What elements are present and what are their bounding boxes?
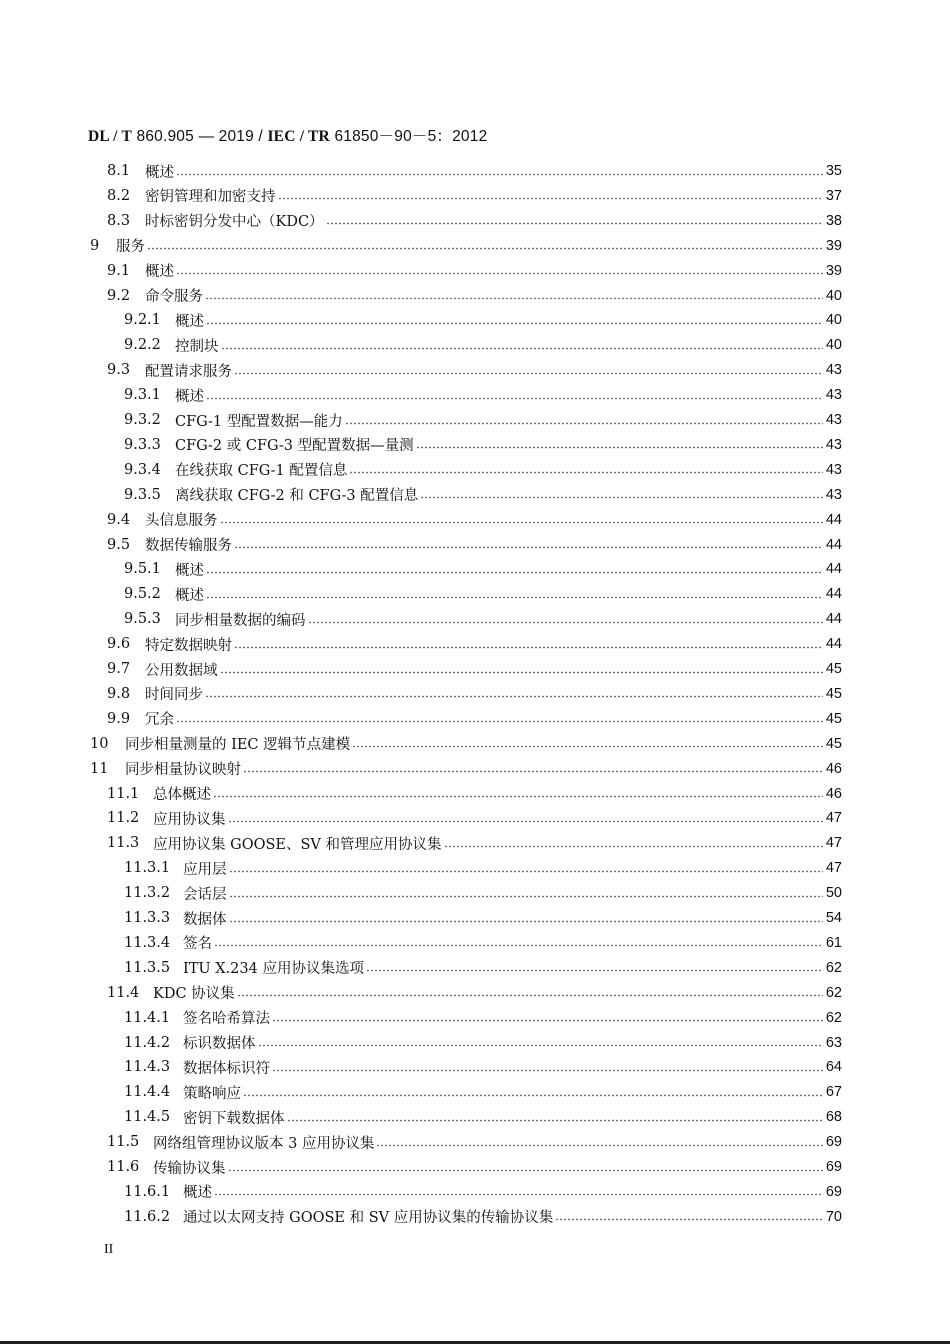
- header-code-part-1: DL / T: [88, 128, 132, 145]
- toc-leader-dots: [176, 272, 823, 275]
- toc-entry-page: 44: [825, 561, 842, 578]
- toc-entry-title: 概述: [145, 264, 174, 281]
- toc-leader-dots: [205, 297, 823, 300]
- toc-leader-dots: [243, 1094, 823, 1097]
- toc-entry[interactable]: [107, 831, 842, 855]
- toc-leader-dots: [228, 820, 823, 823]
- toc-entry-title: 数据体标识符: [183, 1060, 270, 1077]
- toc-leader-dots: [272, 1069, 823, 1072]
- toc-entry[interactable]: [124, 1105, 842, 1129]
- toc-entry-number: 8.1: [107, 163, 131, 179]
- toc-entry-number: 9.4: [107, 511, 131, 528]
- toc-entry-page: 44: [825, 511, 842, 528]
- toc-leader-dots: [352, 745, 823, 748]
- toc-entry-page: 61: [825, 934, 842, 951]
- document-header: [88, 124, 487, 146]
- toc-leader-dots: [416, 446, 823, 449]
- toc-entry-page: 43: [825, 461, 842, 478]
- toc-entry-title: 数据传输服务: [145, 538, 232, 554]
- toc-entry-title: 网络组管理协议版本 3 应用协议集: [153, 1135, 375, 1152]
- toc-entry-number: 9.8: [107, 685, 131, 702]
- toc-leader-dots: [287, 1119, 823, 1122]
- toc-leader-dots: [206, 596, 823, 599]
- toc-entry-page: 50: [825, 885, 842, 902]
- header-code-part-2: 860.905 — 2019 /: [132, 128, 268, 145]
- toc-entry[interactable]: [107, 782, 842, 806]
- toc-entry[interactable]: [107, 981, 842, 1005]
- toc-entry-page: 43: [825, 387, 842, 404]
- toc-entry-number: 11: [90, 760, 109, 777]
- toc-entry-page: 40: [825, 287, 842, 304]
- toc-entry-title: 数据体: [183, 911, 227, 928]
- toc-entry-number: 11.4.5: [124, 1109, 171, 1126]
- toc-entry-number: 9.5.3: [124, 611, 161, 628]
- toc-entry-number: 11.4.4: [124, 1084, 171, 1101]
- toc-entry-number: 9.2.2: [124, 337, 161, 354]
- toc-entry[interactable]: [124, 956, 842, 980]
- toc-entry-title: 签名: [183, 936, 212, 953]
- toc-entry[interactable]: [124, 881, 842, 905]
- toc-entry[interactable]: [107, 707, 842, 731]
- toc-entry-title: 传输协议集: [153, 1160, 226, 1177]
- toc-entry-title: 控制块: [175, 338, 219, 355]
- toc-leader-dots: [176, 173, 823, 176]
- toc-entry[interactable]: [124, 1205, 842, 1229]
- toc-entry[interactable]: [90, 234, 842, 258]
- toc-entry[interactable]: [107, 632, 842, 656]
- toc-entry-page: 63: [825, 1034, 842, 1051]
- toc-entry[interactable]: [124, 582, 842, 606]
- toc-entry-number: 9.3.3: [124, 436, 161, 453]
- toc-entry-number: 11.3.2: [124, 885, 171, 902]
- toc-leader-dots: [205, 695, 823, 698]
- toc-leader-dots: [220, 671, 823, 674]
- toc-entry-number: 9.3.5: [124, 486, 161, 503]
- toc-entry-number: 11.5: [107, 1134, 140, 1151]
- toc-entry-page: 68: [825, 1109, 842, 1126]
- toc-entry-number: 11.4: [107, 984, 140, 1001]
- toc-entry-title: 应用协议集: [153, 811, 226, 828]
- toc-entry-title: CFG-1 型配置数据—能力: [175, 413, 343, 430]
- toc-entry-number: 9.6: [107, 636, 131, 653]
- toc-leader-dots: [258, 1044, 823, 1047]
- toc-entry[interactable]: [124, 483, 842, 507]
- toc-entry-title: 概述: [183, 1185, 212, 1202]
- toc-entry-page: 67: [825, 1084, 842, 1101]
- toc-leader-dots: [229, 870, 823, 873]
- toc-entry[interactable]: [107, 184, 842, 208]
- toc-entry-page: 43: [825, 486, 842, 503]
- toc-leader-dots: [214, 1193, 823, 1196]
- toc-entry-page: 70: [825, 1208, 842, 1225]
- toc-entry-page: 38: [825, 212, 842, 229]
- toc-leader-dots: [147, 247, 823, 250]
- toc-leader-dots: [229, 895, 823, 898]
- toc-entry-title: 密钥下载数据体: [183, 1110, 285, 1127]
- toc-entry-page: 39: [825, 262, 842, 279]
- toc-entry-number: 11.3.4: [124, 934, 171, 951]
- toc-entry-title: 总体概述: [153, 787, 211, 803]
- toc-entry[interactable]: [90, 732, 842, 756]
- toc-entry[interactable]: [124, 856, 842, 880]
- toc-entry-page: 39: [825, 237, 842, 254]
- toc-entry-page: 43: [825, 436, 842, 453]
- toc-entry-page: 45: [825, 735, 842, 752]
- toc-entry-page: 47: [825, 810, 842, 827]
- toc-entry-number: 11.3.1: [124, 860, 171, 877]
- toc-entry-number: 11.6: [107, 1159, 140, 1175]
- toc-entry[interactable]: [107, 1155, 842, 1179]
- toc-entry-title: 概述: [175, 587, 204, 604]
- toc-entry[interactable]: [124, 1080, 842, 1104]
- toc-entry-page: 44: [825, 586, 842, 603]
- toc-leader-dots: [220, 521, 823, 524]
- toc-entry-number: 9.7: [107, 661, 131, 677]
- toc-entry-number: 9.5: [107, 536, 131, 553]
- toc-leader-dots: [213, 795, 823, 798]
- toc-entry[interactable]: [107, 657, 842, 681]
- toc-entry[interactable]: [107, 358, 842, 382]
- toc-entry-title: ITU X.234 应用协议集选项: [183, 961, 364, 978]
- toc-entry-number: 9.2.1: [124, 312, 161, 329]
- toc-entry-page: 43: [825, 362, 842, 379]
- toc-entry-page: 44: [825, 636, 842, 653]
- toc-leader-dots: [176, 720, 823, 723]
- toc-entry-title: 命令服务: [145, 289, 203, 305]
- toc-entry-page: 45: [825, 661, 842, 677]
- toc-entry-number: 8.3: [107, 212, 131, 229]
- toc-entry-title: 会话层: [183, 886, 227, 903]
- toc-entry-number: 11.4.2: [124, 1034, 171, 1051]
- toc-entry-page: 62: [825, 984, 842, 1001]
- toc-entry-title: 应用层: [183, 861, 227, 878]
- toc-entry-title: 应用协议集 GOOSE、SV 和管理应用协议集: [153, 836, 442, 853]
- page-number: II: [104, 1242, 114, 1257]
- toc-entry-title: 签名哈希算法: [183, 1011, 270, 1028]
- toc-entry[interactable]: [107, 159, 842, 183]
- toc-leader-dots: [214, 944, 823, 947]
- toc-entry-number: 9.3: [107, 362, 131, 379]
- toc-entry[interactable]: [124, 1055, 842, 1079]
- toc-entry-title: 公用数据域: [145, 662, 218, 679]
- toc-leader-dots: [229, 920, 823, 923]
- toc-entry-page: 69: [825, 1134, 842, 1151]
- toc-entry[interactable]: [107, 682, 842, 706]
- toc-entry-title: 概述: [175, 562, 204, 579]
- toc-entry-number: 9.3.1: [124, 387, 161, 404]
- toc-entry-title: 标识数据体: [183, 1036, 256, 1052]
- toc-leader-dots: [206, 571, 823, 574]
- toc-entry[interactable]: [124, 308, 842, 332]
- toc-entry-page: 44: [825, 536, 842, 553]
- toc-entry-number: 11.4.1: [124, 1009, 171, 1026]
- toc-entry-title: 时标密钥分发中心（KDC）: [145, 214, 324, 231]
- toc-entry-title: 策略响应: [183, 1085, 241, 1102]
- toc-entry-number: 9.2: [107, 287, 131, 304]
- toc-entry-number: 9.5.2: [124, 586, 161, 603]
- toc-entry[interactable]: [124, 1006, 842, 1030]
- toc-entry-page: 45: [825, 685, 842, 702]
- toc-entry-number: 11.3.3: [124, 910, 171, 926]
- toc-leader-dots: [345, 422, 823, 425]
- toc-leader-dots: [234, 546, 823, 549]
- toc-entry-number: 9.5.1: [124, 561, 161, 578]
- toc-entry-title: 密钥管理和加密支持: [145, 189, 276, 206]
- toc-entry-page: 64: [825, 1059, 842, 1076]
- toc-entry-number: 11.3.5: [124, 959, 171, 976]
- toc-entry[interactable]: [107, 209, 842, 233]
- toc-leader-dots: [555, 1218, 823, 1221]
- toc-entry-number: 11.6.2: [124, 1208, 171, 1225]
- toc-entry-title: 服务: [116, 239, 145, 256]
- toc-leader-dots: [420, 496, 823, 499]
- toc-leader-dots: [234, 372, 823, 375]
- toc-entry[interactable]: [124, 1031, 842, 1055]
- toc-leader-dots: [444, 845, 823, 848]
- toc-entry-title: 同步相量测量的 IEC 逻辑节点建模: [125, 737, 351, 754]
- toc-entry-title: 同步相量数据的编码: [175, 612, 306, 629]
- toc-entry[interactable]: [107, 806, 842, 830]
- toc-entry[interactable]: [124, 1180, 842, 1204]
- toc-leader-dots: [221, 347, 823, 350]
- toc-entry[interactable]: [107, 284, 842, 308]
- toc-entry-title: 离线获取 CFG-2 和 CFG-3 配置信息: [175, 488, 419, 505]
- toc-entry-number: 11.1: [107, 785, 140, 802]
- toc-leader-dots: [308, 621, 823, 624]
- toc-leader-dots: [243, 770, 823, 773]
- toc-entry[interactable]: [124, 458, 842, 482]
- toc-entry-page: 62: [825, 959, 842, 976]
- toc-entry[interactable]: [107, 508, 842, 532]
- toc-entry[interactable]: [124, 333, 842, 357]
- toc-entry-title: KDC 协议集: [153, 986, 235, 1003]
- toc-entry-number: 10: [90, 735, 109, 752]
- toc-leader-dots: [206, 397, 823, 400]
- toc-leader-dots: [376, 1144, 822, 1147]
- toc-entry-page: 44: [825, 611, 842, 628]
- toc-entry-page: 40: [825, 337, 842, 354]
- toc-entry-number: 9: [90, 237, 100, 254]
- toc-leader-dots: [234, 646, 823, 649]
- toc-entry-page: 47: [825, 860, 842, 877]
- toc-entry-page: 47: [825, 835, 842, 852]
- toc-entry[interactable]: [107, 1130, 842, 1154]
- toc-entry-page: 69: [825, 1159, 842, 1175]
- toc-leader-dots: [228, 1169, 823, 1172]
- toc-entry-title: 概述: [145, 164, 174, 181]
- toc-entry-title: 时间同步: [145, 687, 203, 704]
- toc-leader-dots: [278, 197, 823, 200]
- toc-leader-dots: [206, 322, 823, 325]
- toc-entry-title: 头信息服务: [145, 513, 218, 530]
- toc-entry-title: 在线获取 CFG-1 配置信息: [175, 463, 348, 480]
- toc-entry[interactable]: [124, 557, 842, 581]
- toc-entry-title: 概述: [175, 388, 204, 405]
- toc-leader-dots: [349, 471, 823, 474]
- toc-entry-page: 62: [825, 1009, 842, 1026]
- toc-entry-number: 9.1: [107, 262, 131, 279]
- toc-entry-number: 11.3: [107, 835, 140, 852]
- toc-entry[interactable]: [107, 259, 842, 283]
- toc-entry-title: CFG-2 或 CFG-3 型配置数据—量测: [175, 438, 414, 455]
- toc-entry[interactable]: [124, 607, 842, 631]
- toc-entry-number: 9.3.4: [124, 461, 161, 478]
- header-code-part-3: IEC / TR: [267, 128, 330, 145]
- toc-entry-title: 通过以太网支持 GOOSE 和 SV 应用协议集的传输协议集: [183, 1210, 554, 1227]
- toc-entry-title: 配置请求服务: [145, 363, 232, 380]
- toc-leader-dots: [237, 994, 823, 997]
- header-code-part-4: 61850－90－5：2012: [329, 128, 488, 145]
- toc-entry-number: 11.2: [107, 810, 140, 827]
- toc-entry[interactable]: [124, 433, 842, 457]
- toc-entry-number: 9.9: [107, 710, 131, 727]
- toc-entry-number: 8.2: [107, 187, 131, 204]
- toc-leader-dots: [366, 969, 823, 972]
- toc-leader-dots: [272, 1019, 823, 1022]
- toc-entry[interactable]: [90, 757, 842, 781]
- toc-entry[interactable]: [124, 408, 842, 432]
- toc-entry[interactable]: [107, 533, 842, 557]
- toc-entry-page: 69: [825, 1183, 842, 1200]
- toc-entry[interactable]: [124, 383, 842, 407]
- toc-entry[interactable]: [124, 931, 842, 955]
- toc-entry-page: 45: [825, 710, 842, 727]
- toc-entry-title: 概述: [175, 313, 204, 330]
- toc-entry-page: 37: [825, 187, 842, 204]
- toc-entry-page: 35: [825, 163, 842, 179]
- toc-entry[interactable]: [124, 906, 842, 930]
- toc-leader-dots: [326, 222, 823, 225]
- toc-entry-title: 冗余: [145, 712, 174, 729]
- toc-entry-page: 40: [825, 312, 842, 329]
- toc-entry-number: 11.4.3: [124, 1059, 171, 1076]
- toc-entry-number: 11.6.1: [124, 1183, 171, 1200]
- toc-entry-title: 特定数据映射: [145, 637, 232, 654]
- toc-entry-page: 43: [825, 412, 842, 428]
- toc-entry-page: 46: [825, 785, 842, 802]
- toc-entry-number: 9.3.2: [124, 412, 161, 428]
- toc-entry-page: 54: [825, 910, 842, 926]
- toc-entry-title: 同步相量协议映射: [125, 762, 241, 779]
- toc-entry-page: 46: [825, 760, 842, 777]
